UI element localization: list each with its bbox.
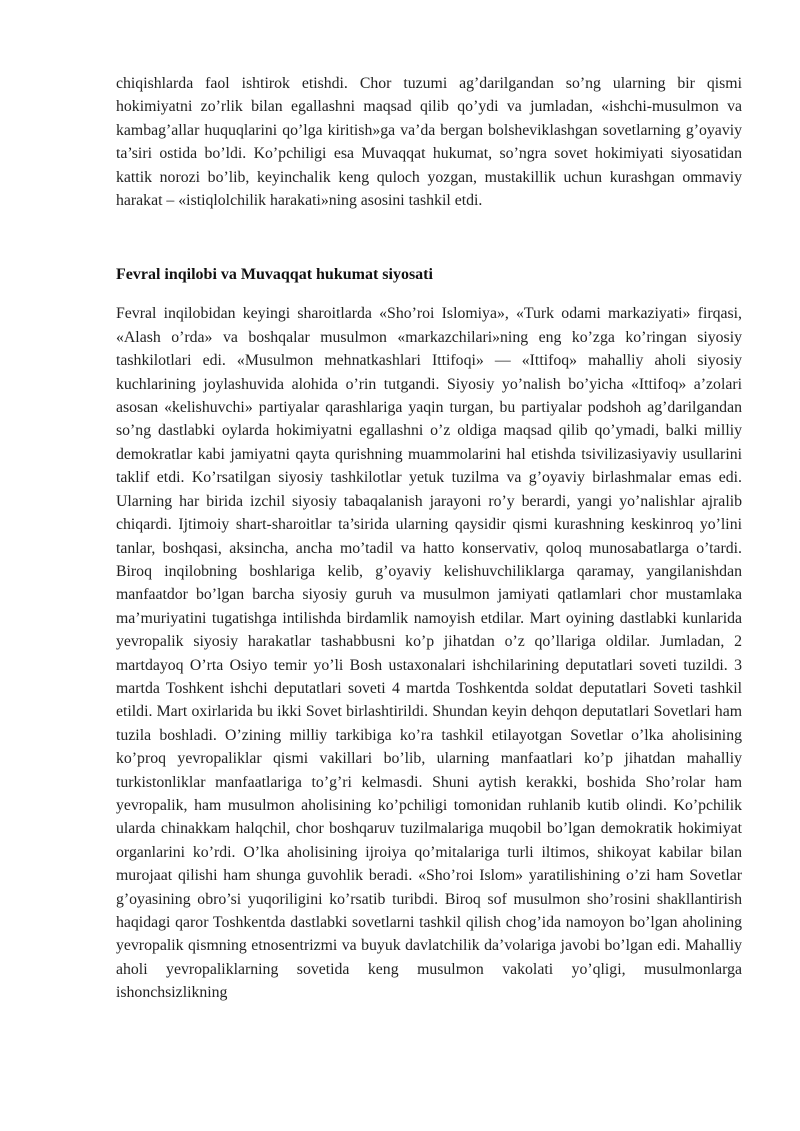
intro-paragraph: chiqishlarda faol ishtirok etishdi. Chor tuzumi ag’darilgandan so’ng ularning bir qismi hokimiyatni zo’rlik bilan egallashni maqsad qilib qo’ydi va jumladan, «ishchi-musulmon va kambag’allar huquqlarini qo’lga kiritish»ga va’da bergan bolsheviklashgan sovetlarning g’oyaviy ta’siri ostida bo’ldi. Ko’pchiligi esa Muvaqqat hukumat, so’ngra sovet hokimiyati siyosatidan kattik norozi bo’lib, keyinchalik keng quloch yozgan, mustakillik uchun kurashgan ommaviy harakat – «istiqlolchilik harakati»ning asosini tashkil etdi. [116,75,742,210]
section-heading: Fevral inqilobi va Muvaqqat hukumat siyosati [116,266,433,284]
main-paragraph: Fevral inqilobidan keyingi sharoitlarda «Sho’roi Islomiya», «Turk odami markaziyati» firqasi, «Alash o’rda» va boshqalar musulmon «markazchilari»ning eng ko’zga ko’ringan siyosiy tashkilotlari edi. «Musulmon mehnatkashlari Ittifoqi» — «Ittifoq» mahalliy aholi siyosiy kuchlarining joylashuvida alohida o’rin tutgandi. Siyosiy yo’nalish bo’yicha «Ittifoq» a’zolari asosan «kelishuvchi» partiyalar qarashlariga yaqin turgan, bu partiyalar podshoh ag’darilgandan so’ng dastlabki oylarda hokimiyatni egallashni o’z oldiga maqsad qilib qo’ymadi, balki milliy demokratlar kabi jamiyatni qayta qurishning muammolarini hal etishda tsivilizasiyaviy usullarini taklif etdi. Ko’rsatilgan siyosiy tashkilotlar yetuk tuzilma va g’oyaviy birlashmalar emas edi. Ularning har birida izchil siyosiy tabaqalanish jarayoni ro’y berardi, yangi yo’nalishlar ajralib chiqardi. Ijtimoiy shart-sharoitlar ta’sirida ularning qaysidir qismi kurashning keskinroq yo’lini tanlar, boshqasi, aksincha, ancha mo’tadil va hatto konservativ, qoloq munosabatlarga o’tardi. Biroq inqilobning boshlariga kelib, g’oyaviy kelishuvchiliklarga qaramay, yangilanishdan manfaatdor bo’lgan barcha siyosiy guruh va musulmon jamiyati qatlamlari chor mustamlaka ma’muriyatini tugatishga intilishda birdamlik namoyish etdilar. Mart oyining dastlabki kunlarida yevropalik siyosiy harakatlar tashabbusni ko’p jihatdan o’z qo’llariga oldilar. Jumladan, 2 martdayoq O’rta Osiyo temir yo’li Bosh ustaxonalari ishchilarining deputatlari soveti tuzildi. 3 martda Toshkent ishchi deputatlari soveti 4 martda Toshkentda soldat deputatlari Soveti tashkil etildi. Mart oxirlarida bu ikki Sovet birlashtirildi. Shundan keyin dehqon deputatlari Sovetlari ham tuzila boshladi. O’zining milliy tarkibiga ko’ra tashkil etilayotgan Sovetlar o’lka aholisining ko’proq yevropaliklar qismi vakillari bo’lib, ularning manfaatlari ko’p jihatdan mahalliy turkistonliklar manfaatlariga to’g’ri kelmasdi. Shuni aytish kerakki, boshida Sho’rolar ham yevropalik, ham musulmon aholisining ko’pchiligi tomonidan ruhlanib kutib olindi. Ko’pchilik ularda chinakkam halqchil, chor boshqaruv tuzilmalariga muqobil bo’lgan demokratik hokimiyat organlarini ko’rdi. O’lka aholisining ijroiya qo’mitalariga turli iltimos, shikoyat kabilar bilan murojaat qilishi ham shunga guvohlik beradi. «Sho’roi Islom» yaratilishining o’zi ham Sovetlar g’oyasining obro’si yuqoriligini ko’rsatib turibdi. Biroq sof musulmon sho’rosini shakllantirish haqidagi qaror Toshkentda dastlabki sovetlarni tashkil qilish chog’ida namoyon bo’lgan aholining yevropalik qismning etnosentrizmi va buyuk davlatchilik da’volariga javobi bo’lgan edi. Mahalliy aholi yevropaliklarning sovetida keng musulmon vakolati yo’qligi, musulmonlarga ishonchsizlikning [116,305,742,1002]
document-page [116,72,742,1005]
